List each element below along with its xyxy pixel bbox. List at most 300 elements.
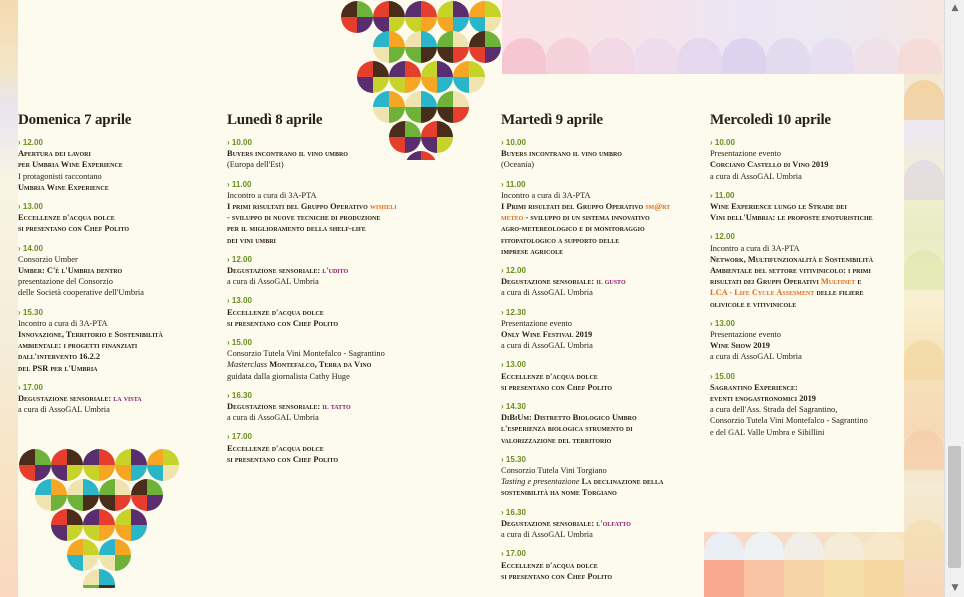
grape-segment — [35, 479, 51, 495]
event-item — [18, 137, 213, 193]
event-text: a cura di AssoGAL Umbria — [501, 530, 593, 540]
event-text: risultati dei Gruppi Operativi — [710, 277, 821, 287]
grape-cluster-bottom — [16, 448, 184, 588]
event-line — [710, 329, 902, 340]
event-text: Degustazione sensoriale: — [501, 518, 597, 528]
event-text: La declinazione della — [581, 477, 664, 487]
event-line — [18, 276, 213, 287]
bottom-decor-strip — [704, 532, 904, 597]
event-line — [227, 159, 437, 170]
grape-segment — [115, 525, 131, 541]
event-line — [501, 571, 701, 582]
event-time: › 10.00 — [227, 137, 437, 148]
event-line — [227, 307, 437, 318]
event-text: si presentano con Chef Polito — [501, 382, 613, 392]
event-text: Presentazione evento — [710, 149, 781, 159]
event-line — [18, 159, 213, 170]
event-item — [710, 231, 902, 309]
event-line — [710, 299, 902, 310]
grape-segment — [83, 449, 99, 465]
event-text: Degustazione sensoriale: — [227, 402, 323, 412]
grape-segment — [373, 61, 389, 77]
event-text: guidata dalla giornalista Cathy Huge — [227, 371, 350, 381]
event-item — [501, 265, 701, 299]
grape-segment — [469, 31, 485, 47]
event-time: › 12.00 — [18, 137, 213, 148]
grape-segment — [373, 17, 389, 33]
event-text: Buyers incontrano il vino umbro — [227, 149, 348, 159]
grape-segment — [147, 495, 163, 511]
grape-segment — [19, 465, 35, 481]
event-item — [501, 454, 701, 499]
event-list — [501, 137, 701, 582]
event-text: Innovazione, Territorio e Sostenibilità — [18, 330, 163, 340]
grape-segment — [115, 465, 131, 481]
event-text: e — [855, 277, 862, 287]
event-text: Tasting e presentazione — [501, 477, 582, 487]
grape-segment — [99, 509, 115, 525]
event-line — [501, 371, 701, 382]
grape-segment — [357, 1, 373, 17]
event-text: eventi enogastronomici 2019 — [710, 394, 816, 404]
grape-segment — [405, 61, 421, 77]
event-text: DiBiUm: Distretto Biologico Umbro — [501, 413, 637, 423]
grape-segment — [67, 525, 83, 541]
event-text: Network, Multifunzionalità e Sostenibilità — [710, 254, 874, 264]
event-time: › 13.00 — [501, 359, 701, 370]
grape-segment — [131, 509, 147, 525]
grape-segment — [485, 17, 501, 33]
grape-segment — [421, 17, 437, 33]
grape-segment — [437, 137, 453, 153]
grape-segment — [83, 465, 99, 481]
grape-segment — [163, 449, 179, 465]
grape-segment — [421, 31, 437, 47]
event-text: il gusto — [596, 277, 626, 287]
event-line — [710, 243, 902, 254]
event-text: la vista — [113, 394, 142, 404]
event-text: Eccellenze d'acqua dolce — [501, 371, 598, 381]
event-text: Degustazione sensoriale: — [227, 266, 323, 276]
grape-segment — [67, 555, 83, 571]
event-time: › 17.00 — [227, 431, 437, 442]
grape-segment — [51, 495, 67, 511]
event-text: Incontro a cura di 3A-PTA — [501, 190, 591, 200]
event-line — [501, 487, 701, 498]
event-item — [710, 190, 902, 224]
top-decor-strip — [502, 0, 944, 74]
event-line — [18, 148, 213, 159]
grape-segment — [453, 91, 469, 107]
grape-segment — [357, 61, 373, 77]
event-line — [710, 265, 902, 276]
event-text: Incontro a cura di 3A-PTA — [710, 243, 800, 253]
grape-segment — [83, 525, 99, 541]
grape-segment — [405, 91, 421, 107]
event-text: agro-metereologico e di monitoraggio — [501, 224, 645, 234]
event-text: si presentano con Chef Polito — [18, 224, 130, 234]
event-item — [18, 201, 213, 235]
event-time: › 14.00 — [18, 243, 213, 254]
grape-segment — [389, 91, 405, 107]
event-line — [710, 415, 902, 426]
grape-segment — [469, 47, 485, 63]
grape-segment — [131, 525, 147, 541]
grape-segment — [83, 509, 99, 525]
event-text: si presentano con Chef Polito — [227, 318, 339, 328]
grape-segment — [373, 1, 389, 17]
event-line — [501, 560, 701, 571]
event-item — [227, 295, 437, 329]
grape-segment — [373, 47, 389, 63]
event-list — [710, 137, 902, 438]
event-line — [18, 171, 213, 182]
grape-segment — [453, 1, 469, 17]
grape-segment — [341, 17, 357, 33]
event-text: (Europa dell'Est) — [227, 160, 284, 170]
event-text: LCA - Life Cycle Assesment — [710, 288, 815, 298]
day-column-2 — [227, 112, 437, 473]
event-item — [710, 318, 902, 363]
grape-segment — [389, 17, 405, 33]
day-column-1 — [18, 112, 213, 423]
grape-segment — [99, 465, 115, 481]
event-line — [227, 148, 437, 159]
event-time: › 13.00 — [710, 318, 902, 329]
event-line — [18, 340, 213, 351]
grape-segment — [469, 17, 485, 33]
event-text: Multinet — [820, 277, 856, 287]
grape-segment — [35, 449, 51, 465]
event-item — [227, 137, 437, 171]
event-time: › 17.00 — [18, 382, 213, 393]
grape-segment — [453, 17, 469, 33]
event-line — [227, 443, 437, 454]
event-line — [501, 276, 701, 287]
event-item — [501, 179, 701, 257]
event-line — [501, 518, 701, 529]
event-line — [710, 201, 902, 212]
grape-segment — [469, 77, 485, 93]
event-time: › 10.00 — [710, 137, 902, 148]
grape-segment — [115, 555, 131, 571]
event-text: I Primi risultati del Gruppo Operativo — [501, 202, 646, 212]
grape-segment — [373, 77, 389, 93]
event-time: › 16.30 — [501, 507, 701, 518]
event-item — [227, 254, 437, 288]
event-item — [501, 507, 701, 541]
grape-segment — [51, 479, 67, 495]
grape-segment — [163, 465, 179, 481]
grape-segment — [99, 539, 115, 555]
event-time: › 13.00 — [18, 201, 213, 212]
event-line — [501, 318, 701, 329]
grape-segment — [67, 479, 83, 495]
event-text: presentazione del Consorzio — [18, 277, 113, 287]
event-text: Apertura dei lavori — [18, 149, 91, 159]
event-line — [18, 329, 213, 340]
event-text: - sviluppo di nuove tecniche di produzione — [227, 213, 381, 223]
event-text: Incontro a cura di 3A-PTA — [18, 318, 108, 328]
event-line — [501, 223, 701, 234]
event-time: › 12.30 — [501, 307, 701, 318]
grape-segment — [115, 479, 131, 495]
event-text: ambientale: i progetti finanziati — [18, 341, 138, 351]
grape-segment — [99, 495, 115, 511]
event-text: Eccellenze d'acqua dolce — [227, 443, 324, 453]
day-title: Martedì 9 aprile — [501, 112, 603, 128]
grape-segment — [131, 465, 147, 481]
event-text: l'esperienza biologica strumento di — [501, 424, 633, 434]
grape-segment — [99, 555, 115, 571]
grape-segment — [485, 31, 501, 47]
event-text: a cura di AssoGAL Umbria — [501, 341, 593, 351]
event-text: per Umbria Wine Experience — [18, 160, 123, 170]
event-line — [710, 340, 902, 351]
event-line — [501, 412, 701, 423]
event-text: Montefalco, Terra da Vino — [269, 360, 372, 370]
grape-segment — [373, 91, 389, 107]
grape-segment — [421, 61, 437, 77]
grape-segment — [405, 47, 421, 63]
event-text: Presentazione evento — [501, 318, 572, 328]
right-decor-band — [904, 0, 944, 597]
event-item — [501, 307, 701, 352]
grape-segment — [341, 1, 357, 17]
grape-segment — [115, 509, 131, 525]
grape-segment — [147, 465, 163, 481]
event-text: il tatto — [322, 402, 351, 412]
event-item — [227, 390, 437, 424]
grape-segment — [405, 17, 421, 33]
grape-segment — [131, 449, 147, 465]
grape-segment — [389, 1, 405, 17]
event-line — [227, 223, 437, 234]
grape-segment — [469, 1, 485, 17]
grape-segment — [83, 479, 99, 495]
event-text: meteo — [501, 213, 524, 223]
day-title: Domenica 7 aprile — [18, 112, 132, 128]
grape-segment — [115, 495, 131, 511]
event-text: Eccellenze d'acqua dolce — [18, 213, 115, 223]
grape-segment — [453, 77, 469, 93]
grape-segment — [437, 91, 453, 107]
grape-segment — [67, 495, 83, 511]
event-text: I primi risultati del Gruppo Operativo — [227, 202, 370, 212]
grape-segment — [405, 31, 421, 47]
grape-segment — [437, 61, 453, 77]
grape-segment — [453, 61, 469, 77]
event-line — [18, 265, 213, 276]
grape-segment — [99, 585, 115, 588]
event-line — [501, 159, 701, 170]
grape-segment — [83, 495, 99, 511]
event-text: (Oceania) — [501, 160, 535, 170]
event-line — [227, 401, 437, 412]
grape-segment — [437, 77, 453, 93]
event-line — [501, 148, 701, 159]
grape-segment — [421, 1, 437, 17]
event-time: › 15.00 — [710, 371, 902, 382]
event-text: Umber: C'è l'Umbria dentro — [18, 266, 123, 276]
event-line — [501, 465, 701, 476]
event-line — [710, 351, 902, 362]
grape-segment — [389, 77, 405, 93]
grape-segment — [453, 31, 469, 47]
event-text: sostenibilità ha nome Torgiano — [501, 488, 617, 498]
grape-segment — [83, 539, 99, 555]
grape-segment — [357, 77, 373, 93]
event-line — [710, 171, 902, 182]
grape-segment — [83, 569, 99, 585]
event-text: a cura di AssoGAL Umbria — [227, 413, 319, 423]
grape-segment — [51, 525, 67, 541]
event-item — [501, 401, 701, 446]
grape-segment — [389, 61, 405, 77]
grape-segment — [83, 585, 99, 588]
grape-segment — [19, 449, 35, 465]
event-text: Ambientale del settore vitivinicolo: i primi — [710, 266, 871, 276]
event-line — [710, 276, 902, 287]
event-line — [501, 476, 701, 487]
event-time: › 15.30 — [501, 454, 701, 465]
event-text: a cura di AssoGAL Umbria — [18, 405, 110, 415]
scroll-up-icon[interactable]: ▲ — [951, 3, 959, 13]
event-text: Degustazione sensoriale: — [501, 277, 597, 287]
event-time: › 14.30 — [501, 401, 701, 412]
event-line — [710, 382, 902, 393]
event-text: a cura dell'Ass. Strada del Sagrantino, — [710, 405, 838, 415]
grape-segment — [437, 17, 453, 33]
event-time: › 15.00 — [227, 337, 437, 348]
event-text: Presentazione evento — [710, 330, 781, 340]
event-item — [710, 371, 902, 438]
event-line — [710, 254, 902, 265]
event-text: si presentano con Chef Polito — [227, 454, 339, 464]
event-time: › 17.00 — [501, 548, 701, 559]
event-line — [501, 382, 701, 393]
event-text: Eccellenze d'acqua dolce — [227, 307, 324, 317]
event-line — [18, 212, 213, 223]
event-list — [227, 137, 437, 465]
event-line — [227, 454, 437, 465]
event-line — [18, 287, 213, 298]
event-line — [710, 393, 902, 404]
event-time: › 16.30 — [227, 390, 437, 401]
grape-segment — [389, 47, 405, 63]
event-line — [501, 287, 701, 298]
grape-segment — [421, 47, 437, 63]
event-text: a cura di AssoGAL Umbria — [501, 288, 593, 298]
grape-segment — [421, 77, 437, 93]
grape-segment — [51, 449, 67, 465]
event-line — [18, 318, 213, 329]
event-item — [501, 359, 701, 393]
event-text: Buyers incontrano il vino umbro — [501, 149, 622, 159]
grape-segment — [147, 449, 163, 465]
event-text: imprese agricole — [501, 246, 564, 256]
event-text: Degustazione sensoriale: — [18, 394, 114, 404]
event-text: Umbria Wine Experience — [18, 182, 109, 192]
grape-segment — [373, 31, 389, 47]
event-text: Eccellenze d'acqua dolce — [501, 560, 598, 570]
event-text: Consorzio Umber — [18, 254, 78, 264]
grape-segment — [437, 121, 453, 137]
grape-segment — [35, 465, 51, 481]
grape-segment — [131, 479, 147, 495]
event-text: Consorzio Tutela Vini Torgiano — [501, 466, 607, 476]
event-text: Consorzio Tutela Vini Montefalco - Sagrantino — [710, 416, 868, 426]
event-line — [227, 201, 437, 212]
event-line — [18, 363, 213, 374]
day-column-4 — [710, 112, 902, 446]
event-text: Wine Experience lungo le Strade dei — [710, 202, 847, 212]
grape-segment — [405, 1, 421, 17]
scroll-thumb[interactable] — [948, 446, 961, 568]
grape-segment — [67, 539, 83, 555]
event-line — [501, 435, 701, 446]
event-line — [501, 423, 701, 434]
event-time: › 10.00 — [501, 137, 701, 148]
day-title: Mercoledì 10 aprile — [710, 112, 831, 128]
event-text: a cura di AssoGAL Umbria — [710, 171, 802, 181]
grape-segment — [485, 47, 501, 63]
event-line — [227, 318, 437, 329]
grape-segment — [389, 31, 405, 47]
event-text: Only Wine Festival 2019 — [501, 330, 593, 340]
event-text: Masterclass — [227, 360, 270, 370]
event-line — [501, 246, 701, 257]
grape-segment — [115, 539, 131, 555]
event-line — [710, 287, 902, 298]
event-time: › 13.00 — [227, 295, 437, 306]
event-text: dei vini umbri — [227, 235, 276, 245]
grape-segment — [437, 1, 453, 17]
grape-segment — [357, 17, 373, 33]
grape-segment — [131, 495, 147, 511]
event-line — [227, 190, 437, 201]
day-column-3 — [501, 112, 701, 590]
event-line — [710, 404, 902, 415]
event-text: - sviluppo di un sistema innovativo — [523, 213, 650, 223]
event-line — [18, 182, 213, 193]
event-text: dall'intervento 16.2.2 — [18, 352, 101, 362]
event-line — [227, 348, 437, 359]
event-text: I protagonisti raccontano — [18, 171, 102, 181]
event-text: olivicole e vitivinicole — [710, 299, 797, 309]
event-text: l'udito — [322, 266, 349, 276]
vertical-scrollbar[interactable] — [944, 0, 964, 597]
event-line — [227, 412, 437, 423]
event-text: si presentano con Chef Polito — [501, 571, 613, 581]
grape-segment — [51, 465, 67, 481]
scroll-down-icon[interactable]: ▼ — [951, 583, 959, 593]
grape-segment — [437, 47, 453, 63]
grape-segment — [67, 465, 83, 481]
event-line — [501, 201, 701, 212]
event-line — [227, 265, 437, 276]
event-line — [227, 276, 437, 287]
grape-segment — [99, 449, 115, 465]
event-item — [18, 382, 213, 416]
event-time: › 11.00 — [501, 179, 701, 190]
grape-segment — [437, 31, 453, 47]
grape-segment — [115, 449, 131, 465]
grape-segment — [469, 61, 485, 77]
grape-segment — [83, 555, 99, 571]
event-line — [501, 529, 701, 540]
event-text: per il miglioramento della shelf-life — [227, 224, 366, 234]
